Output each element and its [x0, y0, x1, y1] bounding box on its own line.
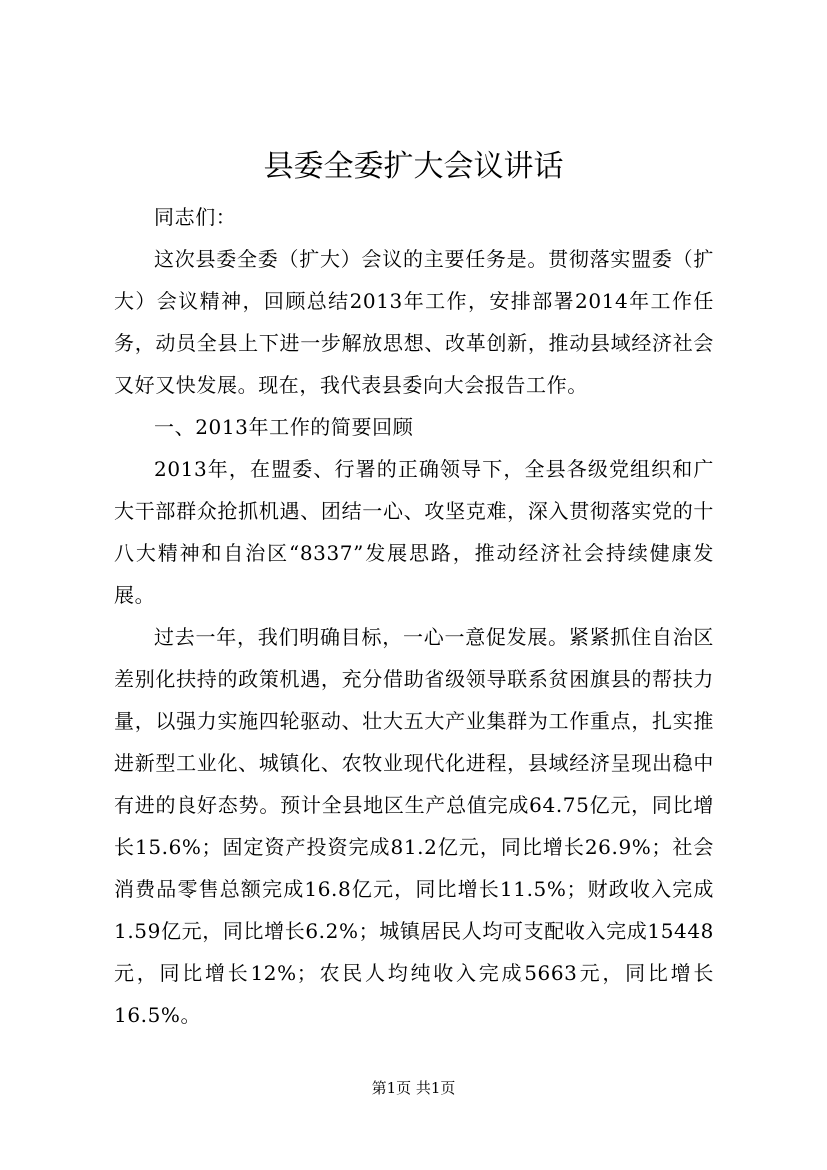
- salutation-paragraph: 同志们：: [154, 205, 237, 229]
- document-title: 县委全委扩大会议讲话: [263, 149, 564, 184]
- section-heading: 一、2013年工作的简要回顾: [154, 415, 414, 439]
- intro-paragraph: 这次县委全委（扩大）会议的主要任务是。贯彻落实盟委（扩大）会议精神，回顾总结2013年工作，安排部署2014年工作任务，动员全县上下进一步解放思想、改革创新，推动县域经济社会又好又快发展。现在，我代表县委向大会报告工作。: [114, 247, 714, 397]
- statistics-paragraph: 过去一年，我们明确目标，一心一意促发展。紧紧抓住自治区差别化扶持的政策机遇，充分借助省级领导联系贫困旗县的帮扶力量，以强力实施四轮驱动、壮大五大产业集群为工作重点，扎实推进新型工业化、城镇化、农牧业现代化进程，县域经济呈现出稳中有进的良好态势。预计全县地区生产总值完成64.75亿元，同比增长15.6%；固定资产投资完成81.2亿元，同比增长26.9%；社会消费品零售总额完成16.8亿元，同比增长11.5%；财政收入完成1.59亿元，同比增长6.2%；城镇居民人均可支配收入完成15448元，同比增长12%；农民人均纯收入完成5663元，同比增长16.5%。: [114, 625, 714, 1027]
- page-number-footer: 第1页 共1页: [371, 1079, 456, 1097]
- review-paragraph: 2013年，在盟委、行署的正确领导下，全县各级党组织和广大干部群众抢抓机遇、团结一心、攻坚克难，深入贯彻落实党的十八大精神和自治区“8337”发展思路，推动经济社会持续健康发展。: [114, 457, 714, 607]
- document-body: [114, 196, 714, 1036]
